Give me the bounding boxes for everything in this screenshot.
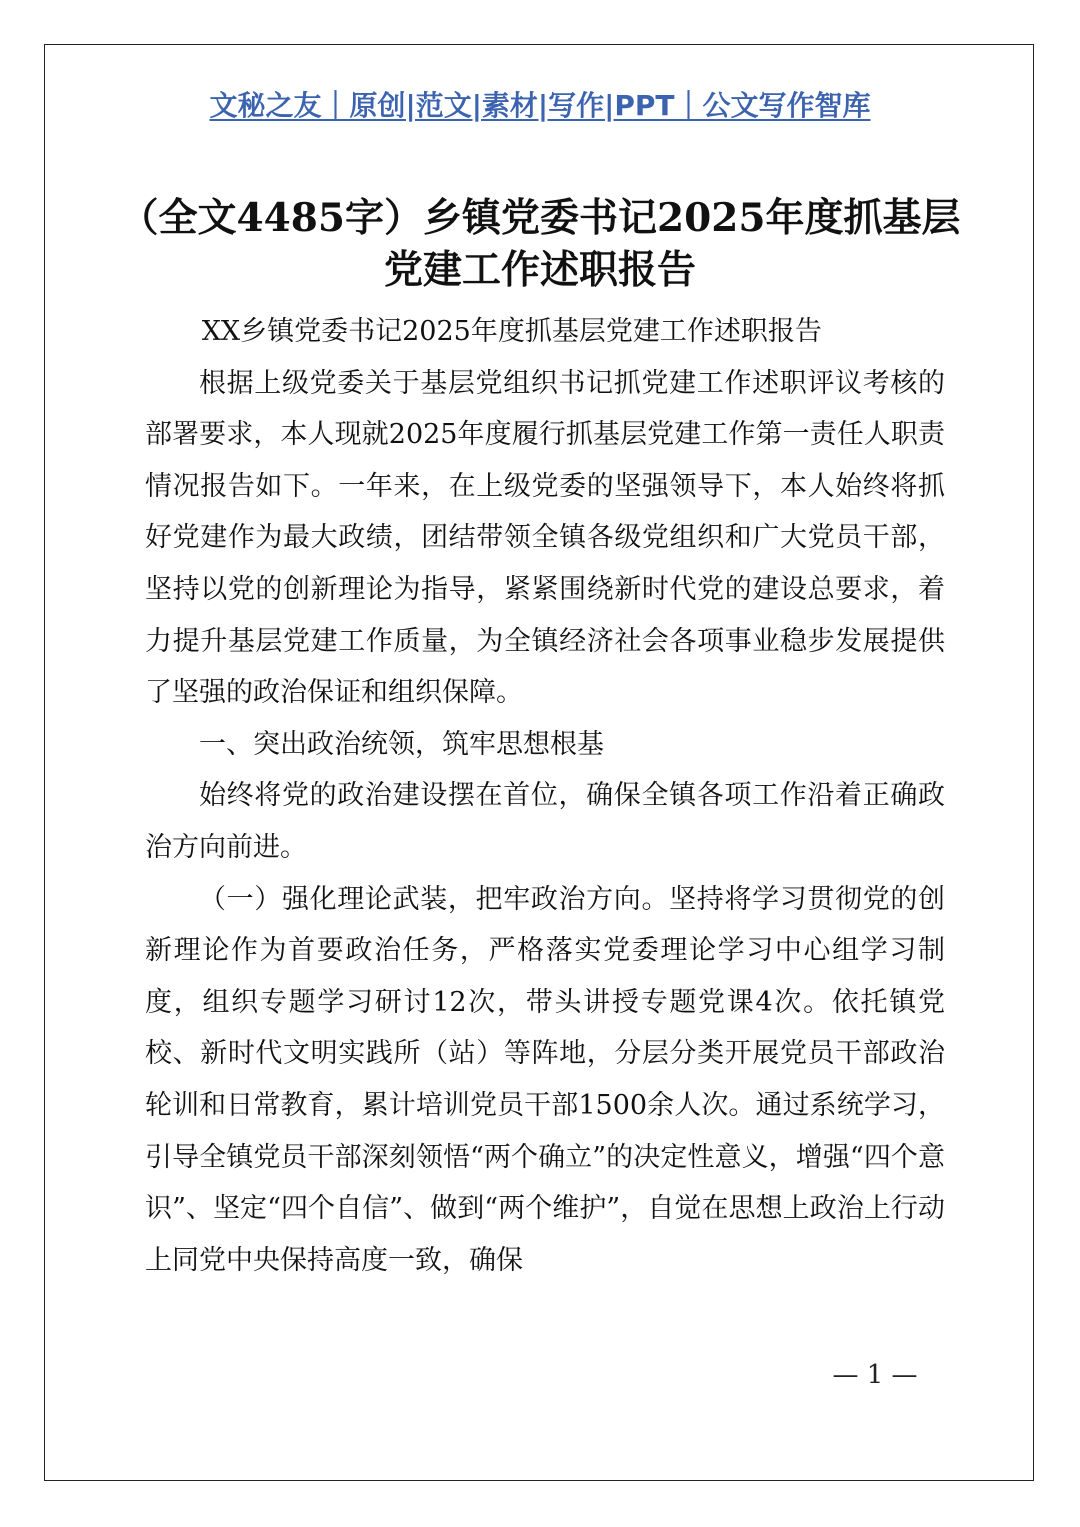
header-banner[interactable]: 文秘之友｜原创|范文|素材|写作|PPT｜公文写作智库 [209,89,871,122]
page-number: — 1 — [832,1360,918,1390]
document-title: （全文4485字）乡镇党委书记2025年度抓基层党建工作述职报告 [119,195,961,293]
paragraph-intro: 根据上级党委关于基层党组织书记抓党建工作述职评议考核的部署要求，本人现就2025年度履行抓基层党建工作第一责任人职责情况报告如下。一年来，在上级党委的坚强领导下，本人始终将抓好党建作为最大政绩，团结带领全镇各级党组织和广大党员干部，坚持以党的创新理论为指导，紧紧围绕新时代党的建设总要求，着力提升基层党建工作质量，为全镇经济社会各项事业稳步发展提供了坚强的政治保证和组织保障。 [145,367,945,709]
section-heading-1: 一、突出政治统领，筑牢思想根基 [199,728,604,760]
paragraph-subsection-1: （一）强化理论武装，把牢政治方向。坚持将学习贯彻党的创新理论作为首要政治任务，严格落实党委理论学习中心组学习制度，组织专题学习研讨12次，带头讲授专题党课4次。依托镇党校、新时代文明实践所（站）等阵地，分层分类开展党员干部政治轮训和日常教育，累计培训党员干部1500余人次。通过系统学习，引导全镇党员干部深刻领悟“两个确立”的决定性意义，增强“四个意识”、坚定“四个自信”、做到“两个维护”，自觉在思想上政治上行动上同党中央保持高度一致，确保 [145,883,945,1276]
document-body [145,306,945,1286]
document-subtitle: XX乡镇党委书记2025年度抓基层党建工作述职报告 [201,316,822,347]
paragraph-section-1-lead: 始终将党的政治建设摆在首位，确保全镇各项工作沿着正确政治方向前进。 [145,780,945,863]
